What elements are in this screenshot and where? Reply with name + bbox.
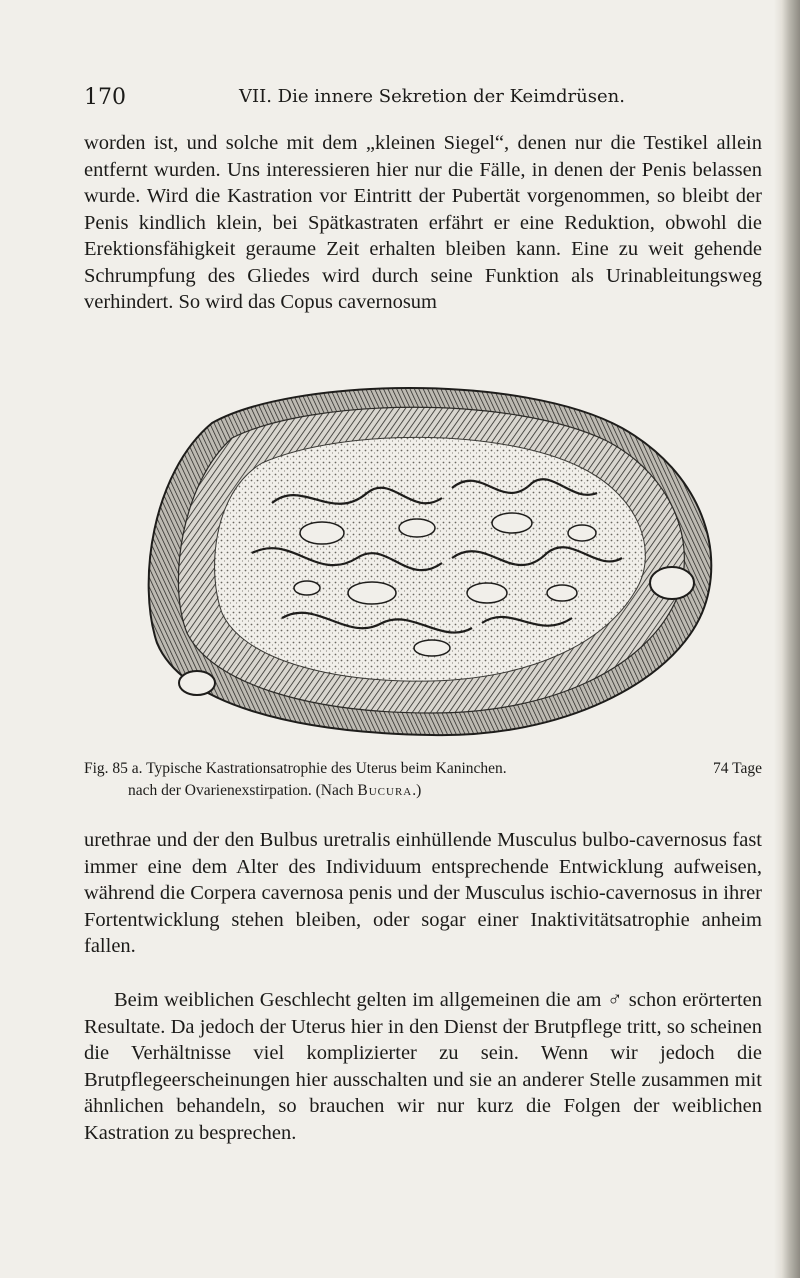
caption-source-suffix: .) bbox=[412, 782, 422, 799]
caption-source-prefix: nach der Ovarienexstirpation. (Nach bbox=[128, 782, 358, 799]
page-number: 170 bbox=[84, 85, 126, 110]
figure-uterus-cross-section bbox=[142, 383, 720, 745]
running-head: VII. Die innere Sekretion der Keimdrüsen. bbox=[239, 86, 625, 107]
vessel bbox=[179, 671, 215, 695]
page-edge-shadow bbox=[774, 0, 800, 1278]
histology-illustration bbox=[142, 383, 720, 745]
paragraph-1: worden ist, und solche mit dem „kleinen Siegel“, denen nur die Testikel allein entfernt wurden. Uns interessieren hier nur die Fälle, in denen der Penis belassen wurde. Wird die Kastration vor Eintritt der Pubertät vorgenommen, so bleibt der Penis kindlich klein, bei Spätkastraten erfährt er eine Reduktion, obwohl die Erektionsfähigkeit geraume Zeit erhalten bleiben kann. Eine zu weit gehende Schrumpfung des Gliedes wird durch seine Funktion als Urinableitungsweg verhindert. So wird das Copus cavernosum bbox=[84, 132, 762, 313]
paragraph-2: urethrae und der den Bulbus uretralis einhüllende Musculus bulbo-cavernosus fast immer eine dem Alter des Individuum entsprechende Entwicklung aufweisen, während die Corpera cavernosa penis und der Musculus ischio-cavernosus in ihrer Fortentwicklung stehen bleiben, oder sogar einer Inaktivitätsatrophie anheim fallen. bbox=[84, 829, 762, 957]
caption-tail: 74 Tage bbox=[713, 760, 762, 777]
figure-caption bbox=[84, 758, 762, 802]
vessel bbox=[650, 567, 694, 599]
page-header bbox=[84, 85, 774, 115]
figure-label: Fig. 85 a. bbox=[84, 760, 143, 777]
caption-author: Bucura bbox=[357, 782, 413, 799]
caption-main: Typische Kastrationsatrophie des Uterus beim Kaninchen. bbox=[146, 760, 507, 777]
paragraph-3: Beim weiblichen Geschlecht gelten im allgemeinen die am ♂ schon erörterten Resultate. Da jedoch der Uterus hier in den Dienst der Brutpflege tritt, so scheinen die Verhältnisse viel komplizierter zu sein. Wenn wir jedoch die Brutpflegeerscheinungen hier ausschalten und sie an anderer Stelle zusammen mit ähnlichen behandeln, so brauchen wir nur kurz die Folgen der weiblichen Kastration zu besprechen. bbox=[84, 989, 762, 1144]
